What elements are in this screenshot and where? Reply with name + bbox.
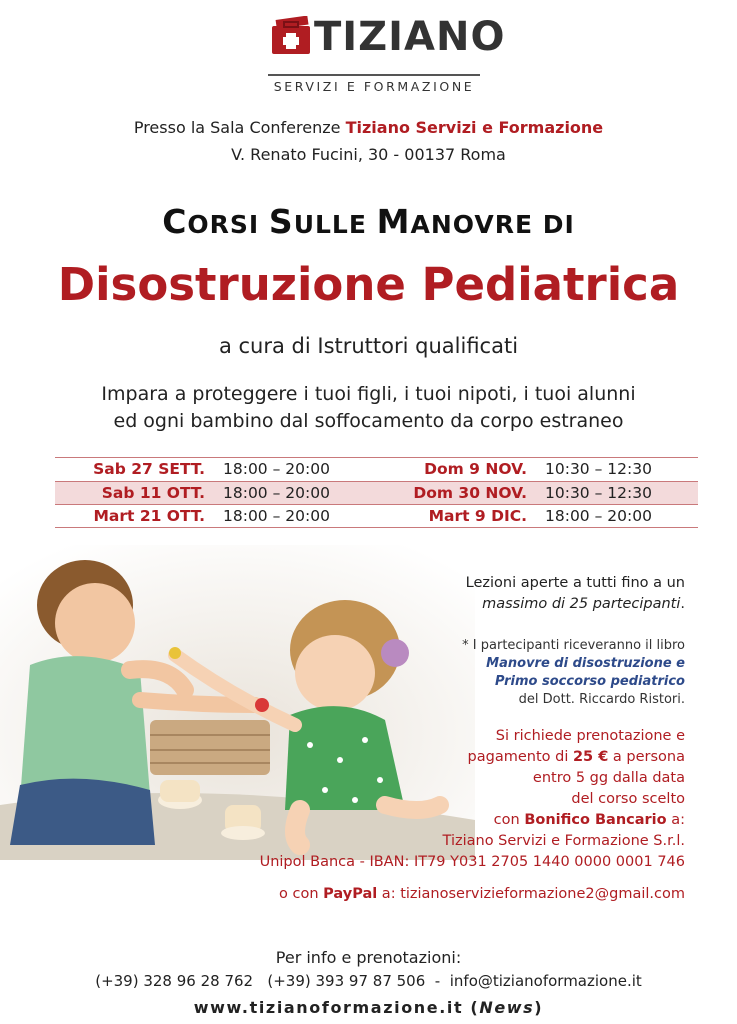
open-lessons-max-text: massimo di 25 partecipanti: [482, 596, 681, 612]
venue-prefix: Presso la Sala Conferenze: [133, 118, 341, 137]
schedule-time: 18:00 – 20:00: [223, 460, 330, 478]
title-word-ulle: ULLE: [293, 210, 377, 239]
intro-line-1: Impara a proteggere i tuoi figli, i tuoi nipoti, i tuoi alunni: [101, 383, 636, 405]
news-link[interactable]: News: [479, 998, 535, 1017]
paypal-line: [279, 884, 685, 905]
open-lessons-line: Lezioni aperte a tutti fino a un: [465, 575, 685, 591]
schedule-time: 18:00 – 20:00: [223, 484, 330, 502]
open-lessons-period: .: [680, 596, 685, 612]
contacts-line: (+39) 328 96 28 762 (+39) 393 97 87 506 - info@tizianoformazione.it: [95, 972, 642, 990]
book-note: [462, 637, 685, 709]
schedule-row: [55, 458, 698, 480]
schedule-rule: [55, 527, 698, 528]
subtitle: a cura di Istruttori qualificati: [218, 334, 519, 358]
venue-address: V. Renato Fucini, 30 - 00137 Roma: [231, 145, 506, 164]
venue-line: [0, 118, 737, 137]
logo-subtitle: SERVIZI E FORMAZIONE: [273, 79, 475, 94]
booking-price-suffix: a persona: [608, 749, 685, 765]
schedule-date: Mart 21 OTT.: [93, 507, 205, 525]
title-initial-c: C: [162, 202, 188, 241]
logo-divider: [268, 74, 480, 76]
iban: Unipol Banca - IBAN: IT79 Y031 2705 1440 0000 0001 746: [259, 854, 685, 870]
booking-line-3: entro 5 gg dalla data: [532, 770, 685, 786]
title-word-orsi: ORSI: [187, 210, 269, 239]
logo: [268, 12, 506, 97]
logo-wordmark: TIZIANO: [314, 14, 506, 60]
schedule-date: Dom 30 NOV.: [413, 484, 527, 502]
booking-method-prefix: con: [493, 812, 525, 828]
schedule-date: Dom 9 NOV.: [424, 460, 527, 478]
title-initial-m: M: [376, 202, 411, 241]
book-note-line: * I partecipanti riceveranno il libro: [462, 638, 685, 653]
schedule-time: 10:30 – 12:30: [545, 460, 652, 478]
website-paren-close: ): [534, 998, 544, 1017]
schedule-date: Mart 9 DIC.: [428, 507, 527, 525]
schedule-time: 10:30 – 12:30: [545, 484, 652, 502]
booking-price-prefix: pagamento di: [467, 749, 573, 765]
paypal-prefix: o con: [279, 886, 324, 902]
contacts-heading: Per info e prenotazioni:: [275, 948, 462, 967]
red-cross-suitcase-icon: [270, 16, 312, 56]
website-url[interactable]: www.tizianoformazione.it: [193, 998, 464, 1017]
booking-method: Bonifico Bancario: [524, 812, 667, 828]
booking-line-4: del corso scelto: [571, 791, 685, 807]
schedule-row: [55, 505, 698, 527]
open-lessons-max: [466, 594, 685, 615]
paypal-label: PayPal: [323, 886, 378, 902]
booking-line-5: [260, 810, 685, 831]
title-line-2: Disostruzione Pediatrica: [57, 258, 680, 311]
website: [0, 998, 737, 1017]
schedule-date: Sab 27 SETT.: [93, 460, 205, 478]
schedule-table: [55, 457, 698, 527]
schedule-row: [55, 482, 698, 504]
schedule-time: 18:00 – 20:00: [545, 507, 652, 525]
booking-info: [260, 726, 685, 873]
book-title-1: Manovre di disostruzione e: [486, 656, 685, 671]
title-line-1: [0, 202, 737, 241]
book-author: del Dott. Riccardo Ristori.: [518, 692, 685, 707]
open-lessons: [466, 573, 685, 615]
booking-method-suffix: a:: [666, 812, 685, 828]
intro-line-2: ed ogni bambino dal soffocamento da corpo estraneo: [113, 410, 624, 432]
company-name: Tiziano Servizi e Formazione S.r.l.: [442, 833, 685, 849]
book-title-2: Primo soccorso pediatrico: [495, 674, 685, 689]
booking-line-2: [260, 747, 685, 768]
booking-line-1: Si richiede prenotazione e: [495, 728, 685, 744]
booking-price: 25 €: [572, 749, 609, 765]
venue-name: Tiziano Servizi e Formazione: [345, 118, 604, 137]
website-paren-open: (: [463, 998, 480, 1017]
schedule-time: 18:00 – 20:00: [223, 507, 330, 525]
title-word-anovre: ANOVRE DI: [410, 210, 575, 239]
paypal-email: a: tizianoservizieformazione2@gmail.com: [377, 886, 685, 902]
title-initial-s: S: [268, 202, 294, 241]
schedule-date: Sab 11 OTT.: [101, 484, 205, 502]
